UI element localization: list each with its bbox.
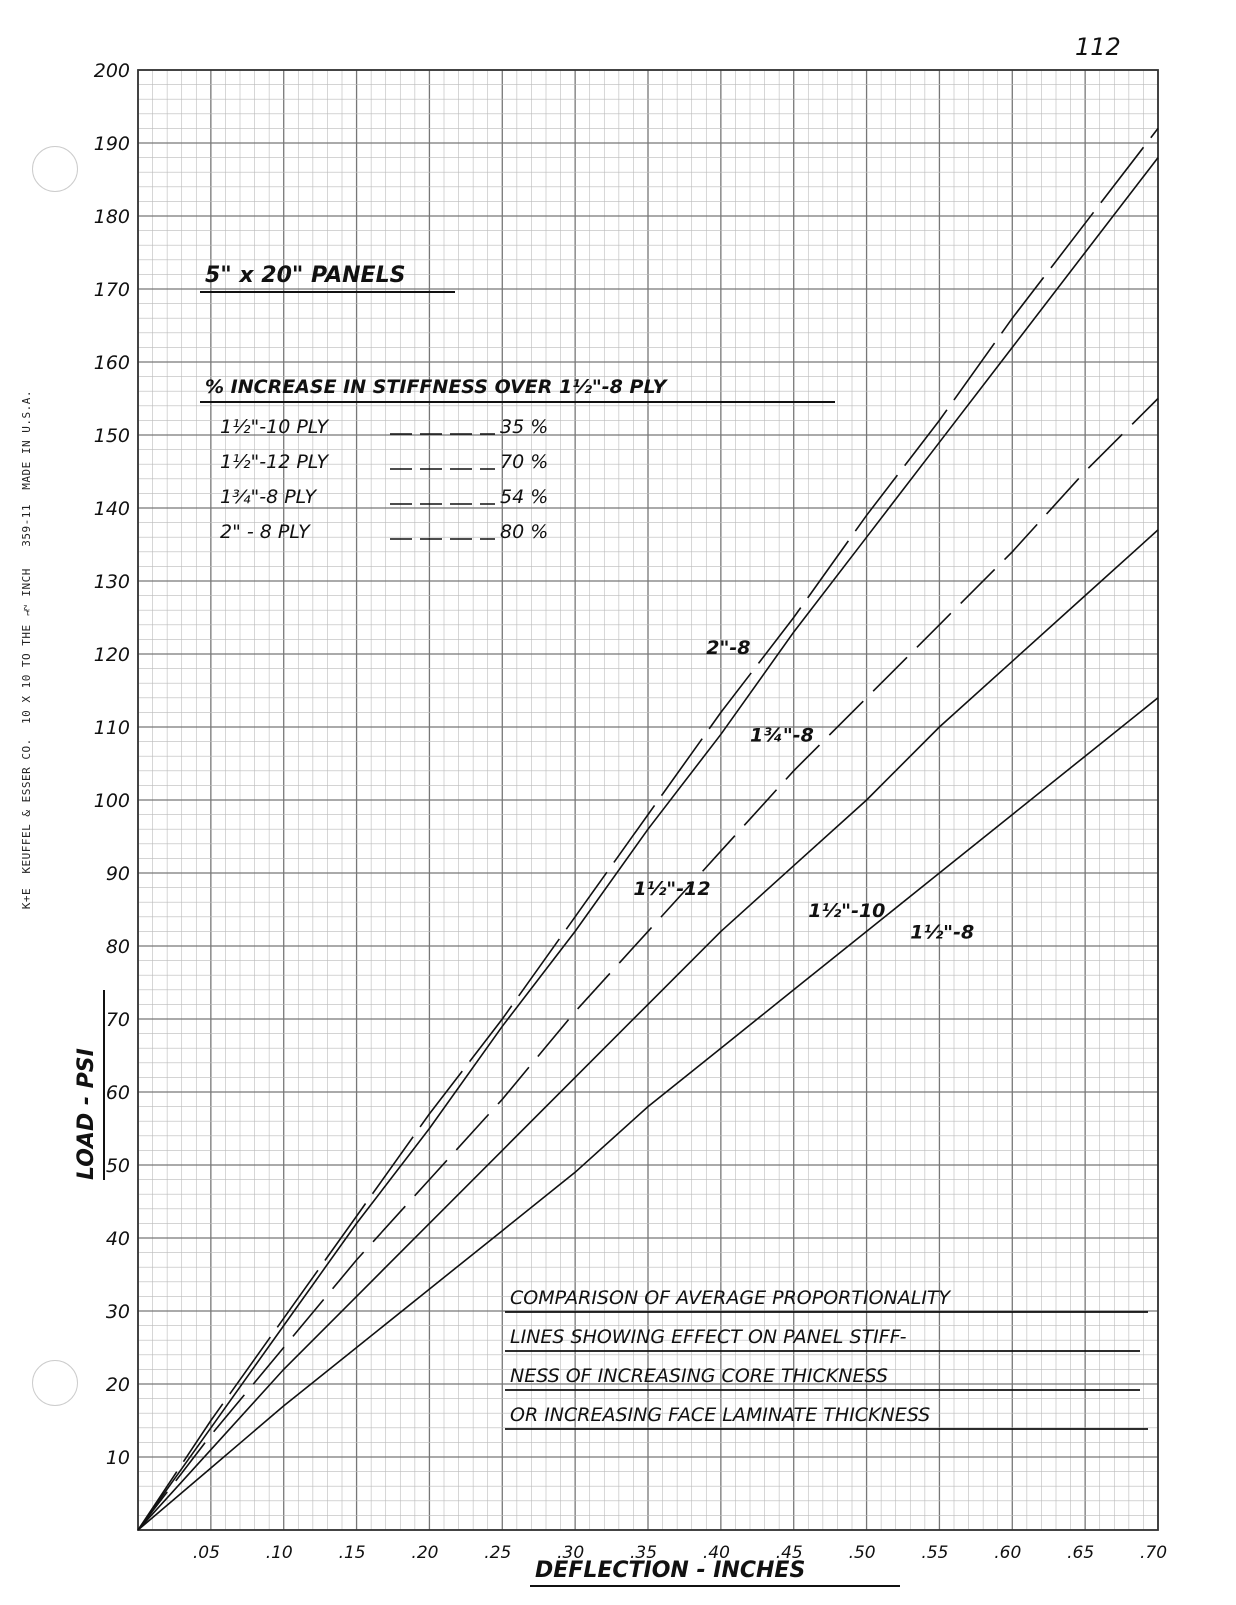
curve-label: 2"-8 <box>706 637 751 659</box>
stamp-line2: 10 X 10 TO THE ½ INCH <box>20 568 33 725</box>
x-tick-label: .50 <box>848 1543 876 1563</box>
stiffness-heading: % INCREASE IN STIFFNESS OVER 1½"-8 PLY <box>205 376 667 398</box>
y-tick-label: 120 <box>93 644 130 666</box>
x-tick-label: .05 <box>192 1543 220 1563</box>
caption-line-3: NESS OF INCREASING CORE THICKNESS <box>510 1365 888 1387</box>
y-tick-label: 200 <box>93 60 130 82</box>
margin-stamp <box>20 390 33 909</box>
y-tick-label: 170 <box>93 279 130 301</box>
y-tick-label: 110 <box>93 717 130 739</box>
stamp-line4: MADE IN U.S.A. <box>20 390 33 490</box>
y-tick-label: 80 <box>105 936 130 958</box>
x-tick-label: .15 <box>338 1543 366 1563</box>
stamp-logo: K+E <box>20 887 33 910</box>
x-tick-label: .40 <box>702 1543 730 1563</box>
x-tick-label: .10 <box>265 1543 293 1563</box>
x-tick-label: .35 <box>630 1543 658 1563</box>
binder-hole-top <box>32 146 78 192</box>
stiffness-row-2-value: 70 % <box>500 451 549 473</box>
caption-block <box>505 1287 1148 1429</box>
y-tick-label: 190 <box>93 133 130 155</box>
x-tick-label: .55 <box>921 1543 949 1563</box>
stiffness-row-1-label: 1½"-10 PLY <box>220 416 329 438</box>
y-tick-label: 70 <box>105 1009 130 1031</box>
y-tick-label: 90 <box>105 863 130 885</box>
x-tick-label: .20 <box>411 1543 439 1563</box>
grid <box>138 70 1158 1530</box>
stiffness-row-3-label: 1¾"-8 PLY <box>220 486 317 508</box>
curve-label: 1½"-10 <box>808 899 886 922</box>
binder-hole-bottom <box>32 1360 78 1406</box>
stiffness-row-2-label: 1½"-12 PLY <box>220 451 329 473</box>
y-tick-label: 150 <box>93 425 130 447</box>
x-tick-label: .65 <box>1067 1543 1095 1563</box>
stiffness-row-1-value: 35 % <box>500 416 549 438</box>
curve-label: 1¾"-8 <box>750 724 814 747</box>
stamp-line1: KEUFFEL & ESSER CO. <box>20 738 33 874</box>
y-tick-label: 30 <box>105 1301 130 1323</box>
x-tick-label: .45 <box>775 1543 803 1563</box>
caption-line-1: COMPARISON OF AVERAGE PROPORTIONALITY <box>510 1287 951 1309</box>
page-number: 112 <box>1075 33 1121 61</box>
y-tick-label: 40 <box>105 1228 130 1250</box>
stamp-line3: 359-11 <box>20 503 33 547</box>
x-axis-title: DEFLECTION - INCHES <box>535 1558 806 1583</box>
panel-title: 5" x 20" PANELS <box>205 263 406 288</box>
y-tick-label: 50 <box>105 1155 130 1177</box>
y-tick-label: 180 <box>93 206 130 228</box>
stiffness-row-3-value: 54 % <box>500 486 549 508</box>
y-tick-label: 20 <box>105 1374 130 1396</box>
x-tick-label: .70 <box>1140 1543 1168 1563</box>
y-tick-label: 140 <box>93 498 130 520</box>
stiffness-row-4-label: 2" - 8 PLY <box>220 521 310 543</box>
y-tick-label: 100 <box>93 790 130 812</box>
x-tick-label: .30 <box>557 1543 585 1563</box>
stiffness-row-4-value: 80 % <box>500 521 549 543</box>
y-tick-label: 160 <box>93 352 130 374</box>
curve-label: 1½"-8 <box>910 921 975 944</box>
caption-line-4: OR INCREASING FACE LAMINATE THICKNESS <box>510 1404 931 1426</box>
y-tick-label: 130 <box>93 571 130 593</box>
y-tick-label: 60 <box>105 1082 130 1104</box>
caption-line-2: LINES SHOWING EFFECT ON PANEL STIFF- <box>510 1326 907 1348</box>
x-tick-label: .25 <box>484 1543 512 1563</box>
x-tick-label: .60 <box>994 1543 1022 1563</box>
y-axis-title: LOAD - PSI <box>74 1048 99 1180</box>
y-tick-label: 10 <box>105 1447 130 1469</box>
curve-label: 1½"-12 <box>633 877 711 900</box>
